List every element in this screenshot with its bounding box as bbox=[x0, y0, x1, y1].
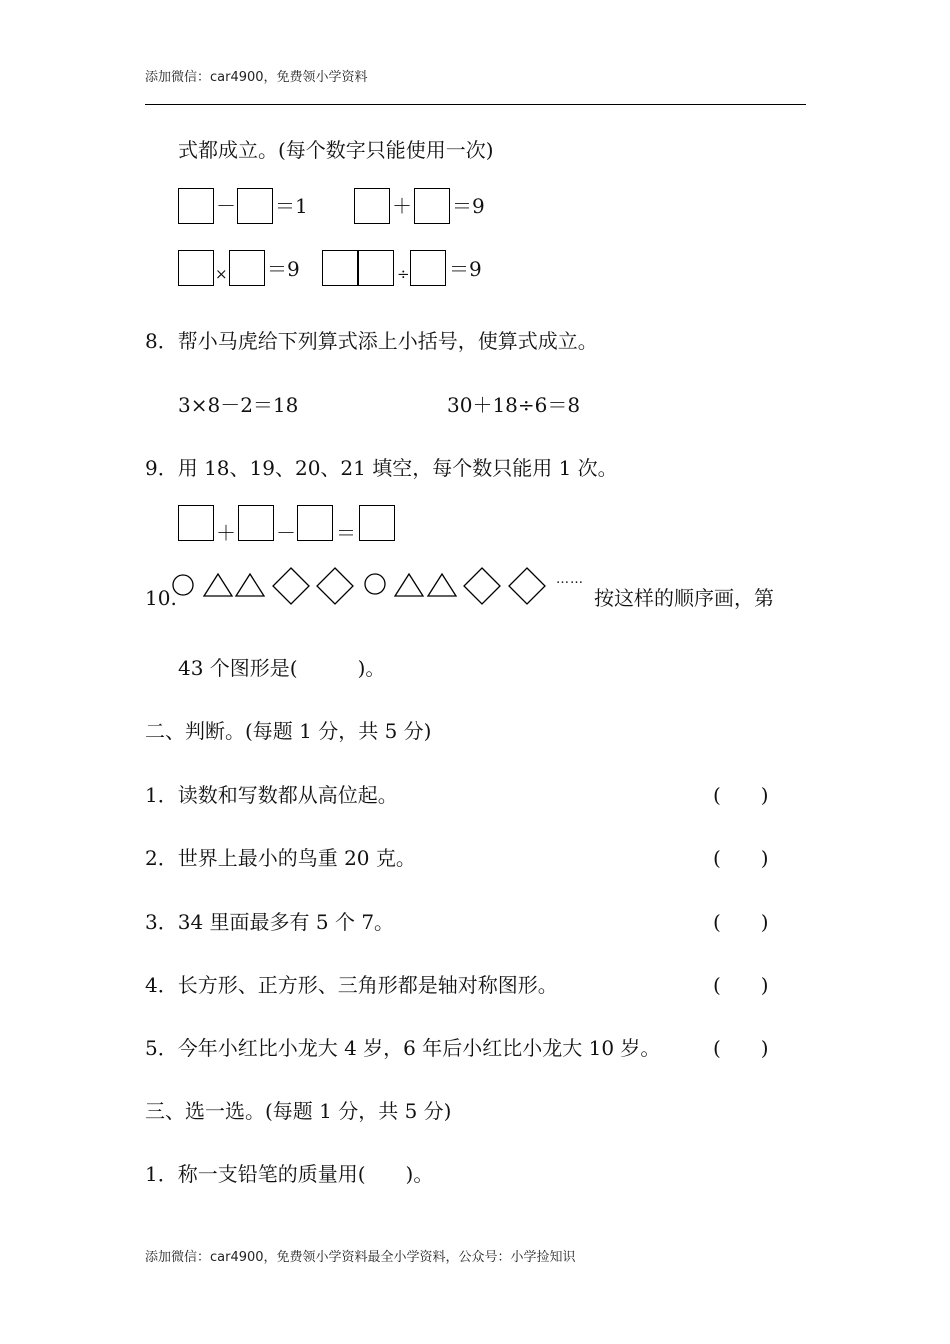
q10-number: 10. bbox=[145, 586, 177, 610]
minus-sign: － bbox=[276, 521, 296, 545]
q10-question-line: 43 个图形是( )。 bbox=[178, 656, 386, 680]
equation-result: ＝9 bbox=[452, 194, 485, 218]
triangle-shape bbox=[236, 574, 264, 596]
answer-paren[interactable]: ( ) bbox=[713, 783, 769, 807]
answer-box[interactable] bbox=[178, 505, 214, 541]
equals-sign: ＝ bbox=[336, 521, 356, 545]
plus-sign: ＋ bbox=[392, 194, 412, 218]
judge-item: 3．34 里面最多有 5 个 7。 bbox=[145, 910, 395, 934]
answer-box[interactable] bbox=[237, 188, 273, 224]
minus-sign: － bbox=[216, 194, 236, 218]
diamond-shape bbox=[317, 568, 353, 604]
page-header: 添加微信：car4900，免费领小学资料 bbox=[145, 70, 368, 85]
answer-paren[interactable]: ( ) bbox=[713, 910, 769, 934]
q7-instruction: 式都成立。(每个数字只能使用一次) bbox=[178, 138, 494, 162]
diamond-shape bbox=[509, 568, 545, 604]
answer-box[interactable] bbox=[297, 505, 333, 541]
judge-item: 2．世界上最小的鸟重 20 克。 bbox=[145, 846, 416, 870]
equation-result: ＝1 bbox=[275, 194, 308, 218]
q8-expression-2: 30＋18÷6＝8 bbox=[447, 393, 581, 417]
answer-box[interactable] bbox=[322, 250, 358, 286]
header-rule bbox=[145, 104, 806, 105]
times-sign: × bbox=[215, 265, 228, 283]
answer-paren[interactable]: ( ) bbox=[713, 1036, 769, 1060]
triangle-shape bbox=[428, 574, 456, 596]
answer-paren[interactable]: ( ) bbox=[713, 973, 769, 997]
divide-sign: ÷ bbox=[397, 265, 410, 283]
triangle-shape bbox=[395, 574, 423, 596]
answer-box[interactable] bbox=[410, 250, 446, 286]
q7-row-1 bbox=[0, 186, 950, 226]
answer-box[interactable] bbox=[414, 188, 450, 224]
equation-result: ＝9 bbox=[267, 257, 300, 281]
judge-item: 1．读数和写数都从高位起。 bbox=[145, 783, 398, 807]
section-3-title: 三、选一选。(每题 1 分，共 5 分) bbox=[145, 1099, 452, 1123]
q9-text: 9．用 18、19、20、21 填空，每个数只能用 1 次。 bbox=[145, 456, 618, 480]
answer-box[interactable] bbox=[178, 188, 214, 224]
answer-box[interactable] bbox=[359, 505, 395, 541]
q9-equation bbox=[0, 503, 950, 543]
circle-shape bbox=[173, 575, 193, 595]
answer-box[interactable] bbox=[358, 250, 394, 286]
answer-box[interactable] bbox=[178, 250, 214, 286]
q8-expression-1: 3×8－2＝18 bbox=[178, 393, 299, 417]
circle-shape bbox=[365, 574, 385, 594]
diamond-shape bbox=[464, 568, 500, 604]
answer-paren[interactable]: ( ) bbox=[713, 846, 769, 870]
triangle-shape bbox=[204, 574, 232, 596]
shape-sequence bbox=[170, 566, 550, 608]
judge-item: 4．长方形、正方形、三角形都是轴对称图形。 bbox=[145, 973, 558, 997]
equation-result: ＝9 bbox=[449, 257, 482, 281]
choice-question-1: 1．称一支铅笔的质量用( )。 bbox=[145, 1162, 434, 1186]
answer-box[interactable] bbox=[229, 250, 265, 286]
answer-box[interactable] bbox=[354, 188, 390, 224]
q7-row-2 bbox=[0, 250, 950, 290]
sequence-ellipsis: …… bbox=[556, 572, 584, 587]
page-footer: 添加微信：car4900，免费领小学资料最全小学资料，公众号：小学捡知识 bbox=[145, 1250, 576, 1265]
judge-item: 5．今年小红比小龙大 4 岁，6 年后小红比小龙大 10 岁。 bbox=[145, 1036, 661, 1060]
answer-box[interactable] bbox=[238, 505, 274, 541]
q10-text: 按这样的顺序画，第 bbox=[594, 586, 774, 610]
q8-text: 8．帮小马虎给下列算式添上小括号，使算式成立。 bbox=[145, 329, 598, 353]
plus-sign: ＋ bbox=[216, 521, 236, 545]
diamond-shape bbox=[273, 568, 309, 604]
section-2-title: 二、判断。(每题 1 分，共 5 分) bbox=[145, 719, 432, 743]
